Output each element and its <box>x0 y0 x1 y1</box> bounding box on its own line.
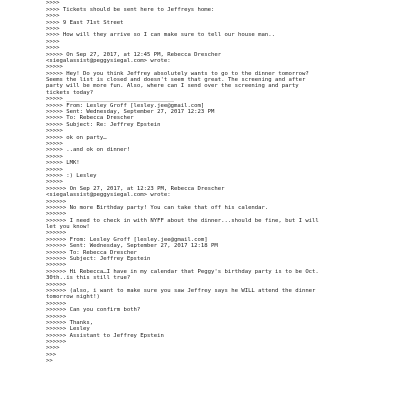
email-line: >>>>>> Thanks, <box>46 319 94 326</box>
email-line: party will be more fun. Also, where can I send over the screening and party <box>46 83 299 90</box>
email-thread <box>46 0 396 365</box>
email-line: >>>>>> Assistant to Jeffrey Epstein <box>46 332 164 339</box>
email-line: >>>> <box>46 0 60 7</box>
email-line: >>>> <box>46 25 60 32</box>
email-line: >>>>>> Lesley <box>46 326 90 333</box>
email-line: >>>>>> <box>46 339 67 346</box>
email-line: >>>>> <box>46 179 63 186</box>
email-line: >>>>>> To: Rebecca Drescher <box>46 249 137 256</box>
email-line: >>>> <box>46 13 60 20</box>
email-line: >>>>> ________________________________ <box>46 96 174 103</box>
email-line: >>>>>> <box>46 300 67 307</box>
email-line: >>>>> :) Lesley <box>46 172 97 179</box>
email-line: >>>>> ..and ok on dinner! <box>46 147 131 154</box>
email-line: >>>>> LMK! <box>46 160 80 167</box>
email-line: >>>>>> From: Lesley Groff [lesley.jee@gmail.com] <box>46 236 208 243</box>
email-line: >>>>> ok on party… <box>46 134 107 141</box>
email-line: >>>>> Subject: Re: Jeffrey Epstein <box>46 121 161 128</box>
email-line: 30th..is this still true? <box>46 275 131 282</box>
email-line: >>>> <box>46 345 60 352</box>
email-line: <siegalassist@peggysiegal.com> wrote: <box>46 57 171 64</box>
email-line: >>>>> <box>46 128 63 135</box>
email-line: <siegalassist@peggysiegal.com> wrote: <box>46 192 171 199</box>
email-line: >>>> 9 East 71st Street <box>46 19 124 26</box>
email-line: >>>>>> No more Birthday party! You can take that off his calendar. <box>46 204 269 211</box>
email-line: >>>>>> <box>46 211 67 218</box>
email-line: >>>>> Sent: Wednesday, September 27, 2017 12:23 PM <box>46 109 215 116</box>
email-line: >>>>>> <box>46 281 67 288</box>
email-line: >>> <box>46 351 57 358</box>
email-line: >>>>> <box>46 140 63 147</box>
email-line: >>>>>> Hi Rebecca…I have in my calendar that Peggy's birthday party is to be Oct. <box>46 268 319 275</box>
email-line: >> <box>46 358 53 365</box>
email-line: >>>>> To: Rebecca Drescher <box>46 115 134 122</box>
email-line: >>>>>> On Sep 27, 2017, at 12:23 PM, Rebecca Drescher <box>46 185 225 192</box>
email-line: >>>>> From: Lesley Groff [lesley.jee@gmail.com] <box>46 102 205 109</box>
email-line: >>>>>> Subject: Jeffrey Epstein <box>46 256 151 263</box>
email-line: >>>> <box>46 38 60 45</box>
email-line: tomorrow night!) <box>46 294 100 301</box>
email-line: >>>>> Hey! Do you think Jeffrey absolutely wants to go to the dinner tomorrow? <box>46 70 309 77</box>
email-line: tickets today? <box>46 89 94 96</box>
email-line: >>>>>> <box>46 198 67 205</box>
email-line: >>>>>> <box>46 230 67 237</box>
email-line: >>>>> On Sep 27, 2017, at 12:45 PM, Rebecca Drescher <box>46 51 222 58</box>
email-line: >>>>>> Sent: Wednesday, September 27, 2017 12:18 PM <box>46 243 218 250</box>
email-line: >>>>> <box>46 153 63 160</box>
email-line: >>>>> <box>46 166 63 173</box>
email-line: >>>> How will they arrive so I can make sure to tell our house man.. <box>46 32 276 39</box>
email-line: >>>>>> I need to check in with NYFF about the dinner...should be fine, but I will <box>46 217 319 224</box>
email-line: >>>>>> <box>46 313 67 320</box>
email-line: >>>>>> (also, i want to make sure you saw Jeffrey says he WILL attend the dinner <box>46 287 316 294</box>
email-line: let you know! <box>46 224 90 231</box>
email-line: >>>> <box>46 45 60 52</box>
email-line: >>>> Tickets should be sent here to Jeffreys home: <box>46 6 215 13</box>
email-line: Seems the list is closed and doesn't seem that great. The screening and after <box>46 77 306 84</box>
email-line: >>>>> <box>46 64 63 71</box>
email-line: >>>>>> Can you confirm both? <box>46 307 141 314</box>
email-line: >>>>>> <box>46 262 67 269</box>
